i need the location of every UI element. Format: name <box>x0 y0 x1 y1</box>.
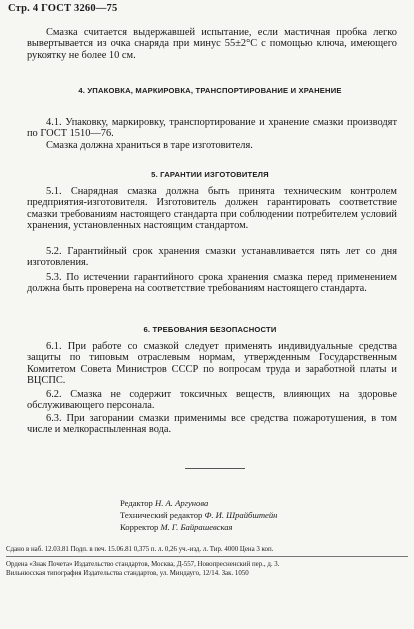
intro-paragraph: Смазка считается выдержавшей испытание, если мастичная пробка легко вывертывается из очка снаряда при минус 55±2°С с помощью ключа, имеющего рукоятку не более 10 см. <box>27 27 397 61</box>
section-4-paragraph-2: Смазка должна храниться в таре изготовителя. <box>46 140 253 151</box>
imprint-print-data: Сдано в наб. 12.03.81 Подп. в печ. 15.06.81 0,375 п. л. 0,26 уч.-изд. л. Тир. 4000 Цена 3 коп. <box>6 546 274 553</box>
section-5-paragraph-2: 5.2. Гарантийный срок хранения смазки устанавливается пять лет со дня изготовления. <box>27 246 397 269</box>
corrector-line <box>120 521 350 533</box>
section-5-title: 5. ГАРАНТИИ ИЗГОТОВИТЕЛЯ <box>151 170 269 179</box>
section-6-title: 6. ТРЕБОВАНИЯ БЕЗОПАСНОСТИ <box>143 325 277 334</box>
editors-block <box>120 497 350 533</box>
page-header: Стр. 4 ГОСТ 3260—75 <box>8 3 118 14</box>
section-6-paragraph-2: 6.2. Смазка не содержит токсичных веществ, влияющих на здоровье обслуживающего персонала. <box>27 389 397 412</box>
section-4-title: 4. УПАКОВКА, МАРКИРОВКА, ТРАНСПОРТИРОВАНИЕ И ХРАНЕНИЕ <box>78 86 342 95</box>
section-5-paragraph-1: 5.1. Снарядная смазка должна быть принята техническим контролем предприятия-изготовителя. Изготовитель должен гарантировать соответствие смазки требованиям настоящего стандарта при соблюдении потребителем условий хранения, установленных настоящим стандартом. <box>27 186 397 232</box>
imprint-divider <box>6 556 408 557</box>
corrector-label: Корректор <box>120 522 159 532</box>
editor-line <box>120 497 350 509</box>
corrector-name: М. Г. Байрашевская <box>160 522 233 532</box>
section-6-paragraph-1: 6.1. При работе со смазкой следует применять индивидуальные средства защиты по типовым отраслевым нормам, утвержденным Государственным Комитетом Совета Министров СССР по вопросам труда и заработной платы и ВЦСПС. <box>27 341 397 387</box>
tech-editor-name: Ф. И. Шрайбштейн <box>204 510 278 520</box>
section-5-paragraph-3: 5.3. По истечении гарантийного срока хранения смазка перед применением должна быть проверена на соответствие требованиям настоящего стандарта. <box>27 272 397 295</box>
editor-label: Редактор <box>120 498 153 508</box>
editor-name: Н. А. Аргунова <box>155 498 209 508</box>
imprint-printer: Вильнюсская типография Издательства стандартов, ул. Миндауго, 12/14. Зак. 1050 <box>6 570 249 577</box>
section-6-paragraph-3: 6.3. При загорании смазки применимы все средства пожаротушения, в том числе и мелкораспыленная вода. <box>27 413 397 436</box>
imprint-publisher: Ордена «Знак Почета» Издательство стандартов, Москва, Д-557, Новопресненский пер., д. 3. <box>6 561 280 568</box>
section-4-paragraph-1: 4.1. Упаковку, маркировку, транспортирование и хранение смазки производят по ГОСТ 1510—76. <box>27 117 397 140</box>
section-divider <box>185 468 245 469</box>
tech-editor-line <box>120 509 350 521</box>
tech-editor-label: Технический редактор <box>120 510 203 520</box>
